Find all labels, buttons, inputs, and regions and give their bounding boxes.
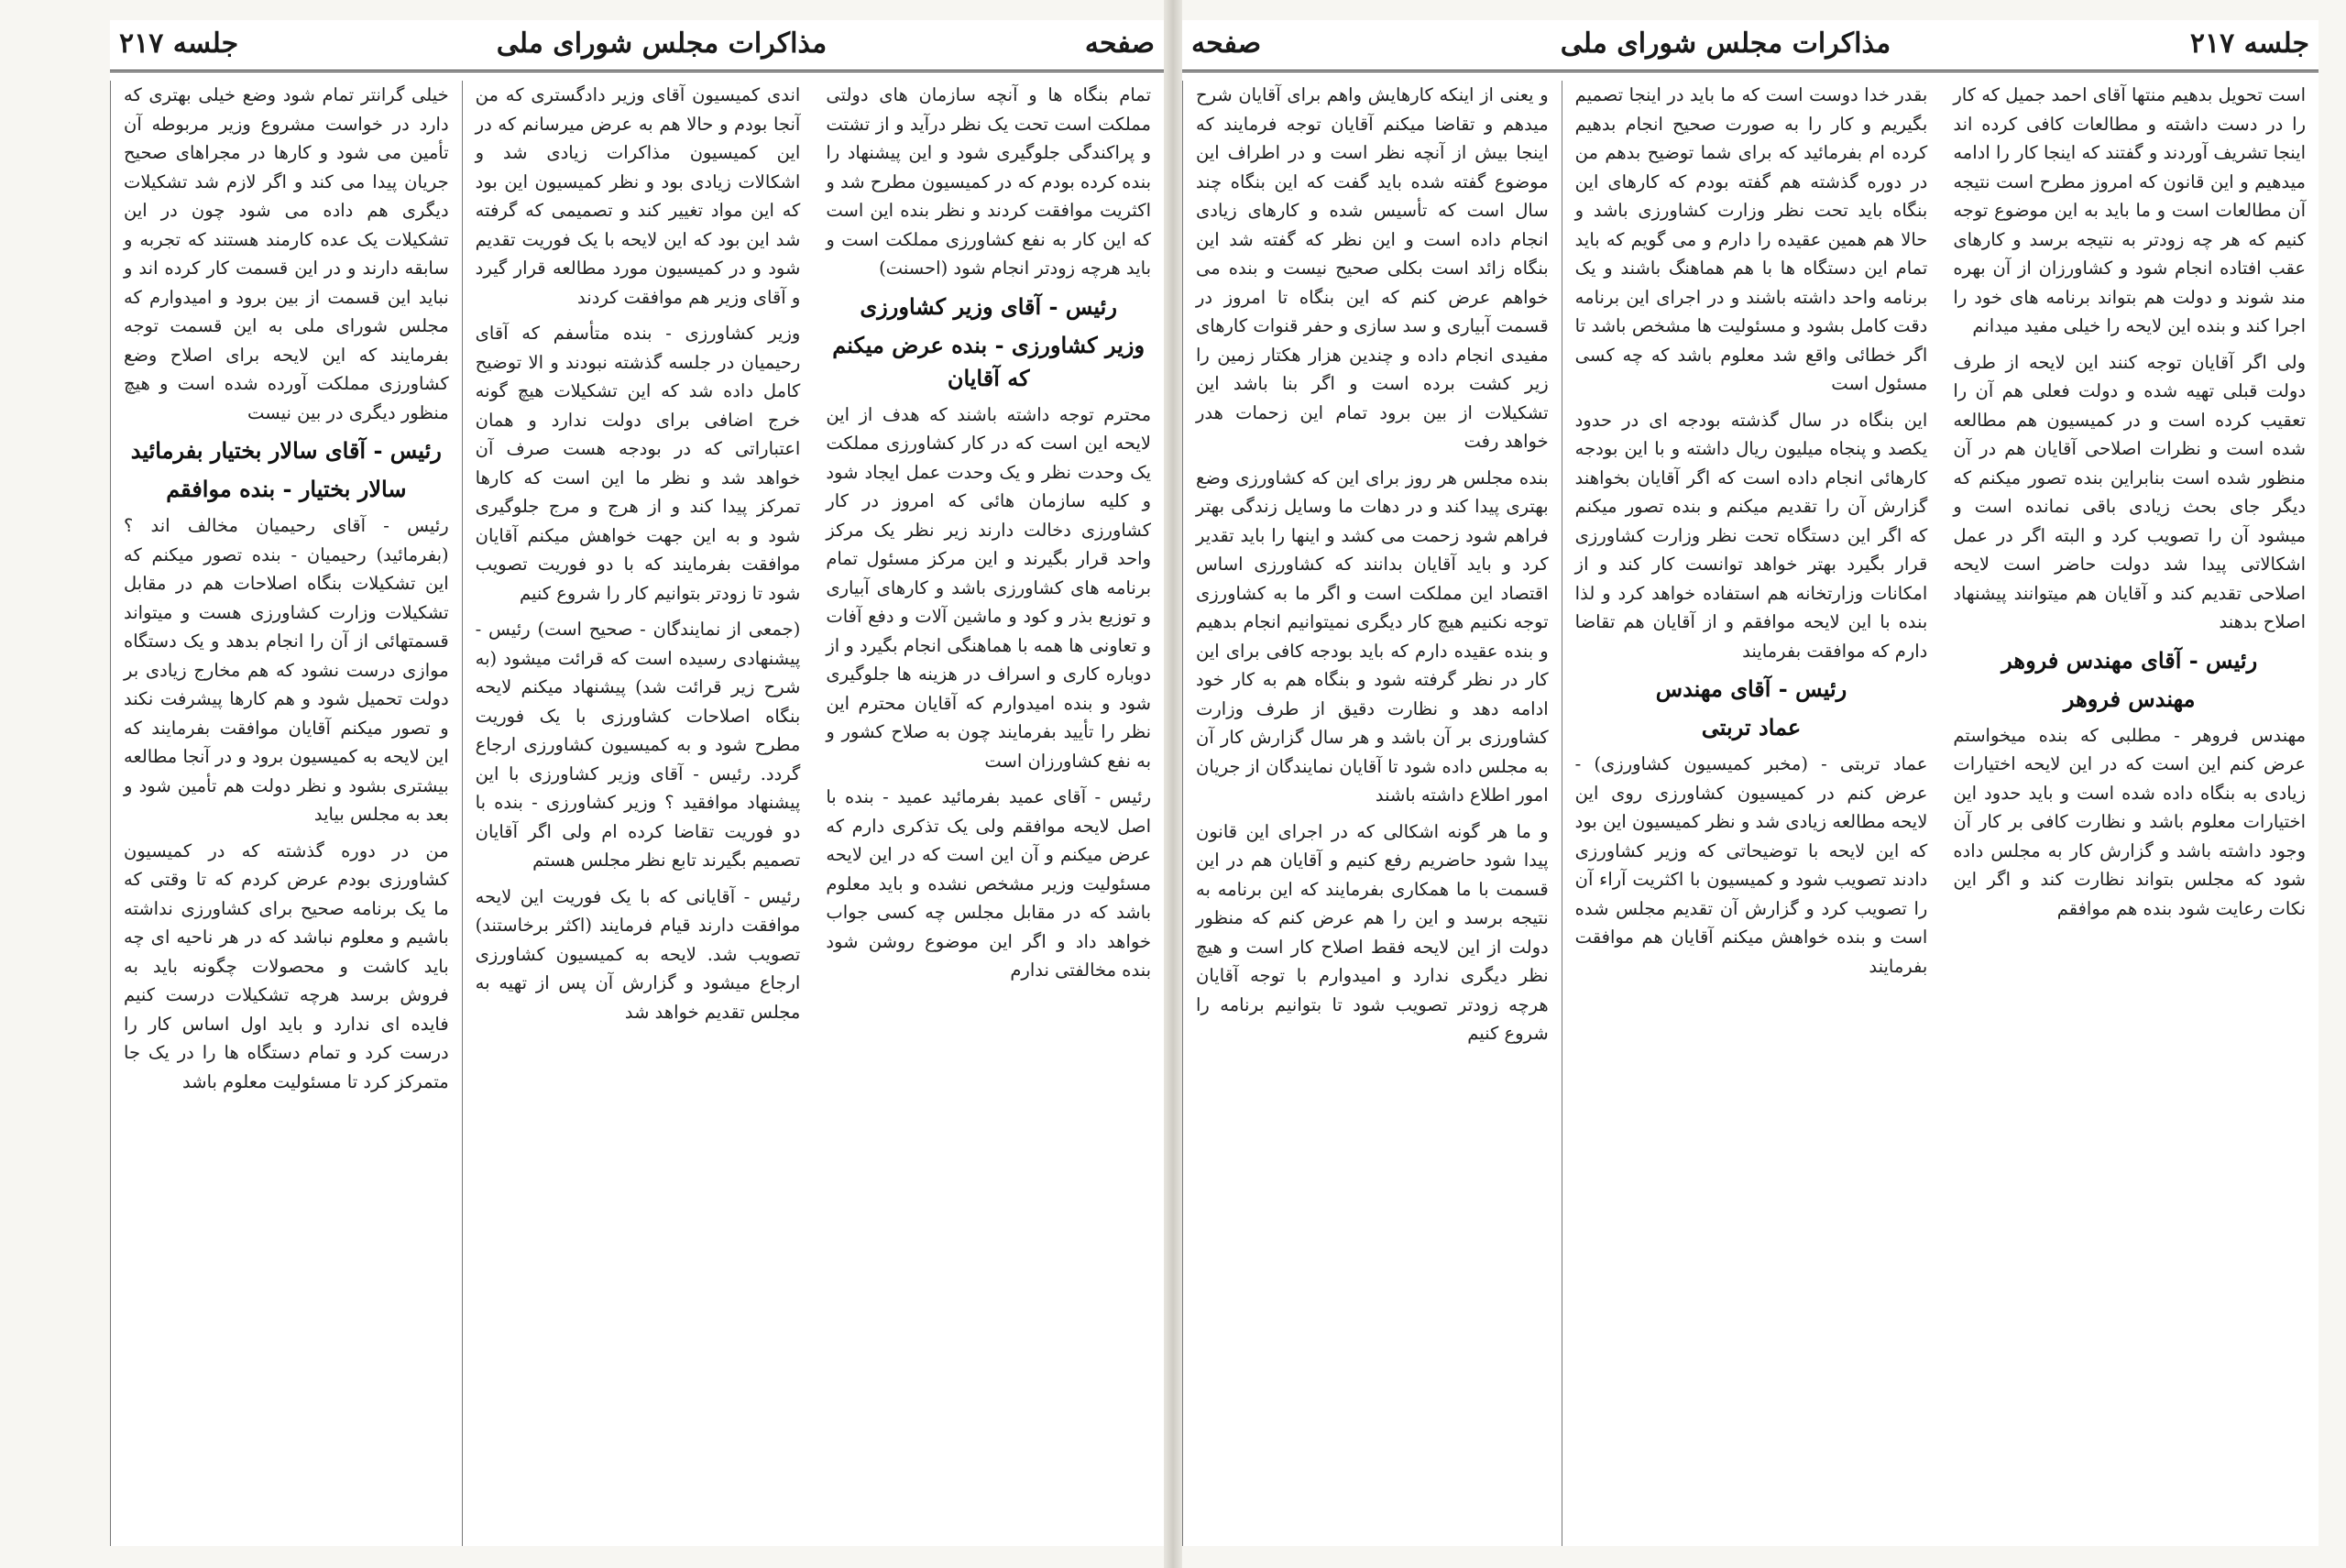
paragraph: و یعنی از اینکه کارهایش واهم برای آقایان شرح میدهم و تقاضا میکنم آقایان توجه فرمایند که اینجا بیش از آنچه نظر است و در اطراف این موضوع گفته شده باید گفت که این بنگاه چند سال است که تأسیس شده و کارهای زیادی انجام داده است و این نظر که گفته شد این بنگاه زائد است بکلی صحیح نیست و بنده می خواهم عرض کنم که این بنگاه تا امروز در قسمت آبیاری و سد سازی و حفر قنوات کارهای مفیدی انجام داده و چندین هزار هکتار زمین را زیر کشت برده است و اگر بنا باشد این تشکیلات از بین برود تمام این زحمات هدر خواهد رفت bbox=[1196, 84, 1549, 452]
left-page-label: صفحه bbox=[1084, 27, 1155, 60]
paragraph: رئیس - آقای رحیمیان مخالف اند ؟ (بفرمائید) رحیمیان - بنده تصور میکنم که این تشکیلات بنگاه اصلاحات هم در مقابل تشکیلات وزارت کشاورزی هست و میتواند قسمتهائی از آن را انجام بدهد و یک دستگاه موازی درست نشود که هم مخارج زیادی بر دولت تحمیل شود و هم کارها پیشرفت نکند و تصور میکنم آقایان موافقت بفرمایند که این لایحه به کمیسیون برود و در آنجا مطالعه بیشتری بشود و نظر دولت هم تأمین شود و بعد به مجلس بیاید bbox=[124, 515, 449, 825]
paragraph: من در دوره گذشته که در کمیسیون کشاورزی بودم عرض کردم که تا وقتی که ما یک برنامه صحیح برای کشاورزی نداشته باشیم و معلوم نباشد که در هر ناحیه ای چه باید کاشت و محصولات چگونه باید به فروش برسد هرچه تشکیلات درست کنیم فایده ای ندارد و باید اول اساس کار را درست کرد و تمام دستگاه ها را در یک جا متمرکز کرد تا مسئولیت معلوم باشد bbox=[124, 839, 449, 1092]
paragraph: مهندس فروهر - مطلبی که بنده میخواستم عرض کنم این است که در این لایحه اختیارات زیادی به بنگاه داده شده است و باید حدود این اختیارات معلوم باشد و نظارت کافی بر کار آن وجود داشته باشد و گزارش کار به مجلس داده شود که مجلس بتواند نظارت کند و اگر این نکات رعایت شود بنده هم موافقم bbox=[1953, 724, 2307, 919]
speaker-heading: رئیس - آقای وزیر کشاورزی bbox=[860, 292, 1117, 320]
right-page-header bbox=[1182, 20, 2319, 66]
paragraph: خیلی گرانتر تمام شود وضع خیلی بهتری که دارد در خواست مشروع وزیر مربوطه آن تأمین می شود و کارها در مجراهای صحیح جریان پیدا می کند و اگر لازم شد تشکیلات دیگری هم داده می شود چون در این تشکیلات یک عده کارمند هستند که تجربه و سابقه دارند و در این قسمت کار کرده اند و نباید این قسمت از بین برود و امیدوارم که مجلس شورای ملی به این قسمت توجه بفرمایند که این لایحه برای اصلاح وضع کشاورزی مملکت آورده شده است و هیچ منظور دیگری در بین نیست bbox=[124, 84, 449, 423]
right-page-label: صفحه bbox=[1191, 27, 1262, 60]
left-header-rule bbox=[110, 70, 1164, 72]
paragraph: (جمعی از نمایندگان - صحیح است) رئیس - پیشنهادی رسیده است که قرائت میشود (به شرح زیر قرائت شد) پیشنهاد میکنم لایحه بنگاه اصلاحات کشاورزی با یک فوریت مطرح شود و به کمیسیون کشاورزی ارجاع گردد. رئیس - آقای وزیر کشاورزی با این پیشنهاد موافقید ؟ وزیر کشاورزی - بنده با دو فوریت تقاضا کرده ام ولی اگر آقایان تصمیم بگیرند تابع نظر مجلس هستم bbox=[475, 619, 801, 871]
left-page-header bbox=[110, 20, 1164, 66]
paragraph: بنده مجلس هر روز برای این که کشاورزی وضع بهتری پیدا کند و در دهات ما وسایل زندگی بهتر فراهم شود زحمت می کشد و اینها را باید تقدیر کرد و باید آقایان بدانند که کشاورزی اساس اقتصاد این مملکت است و اگر ما به کشاورزی توجه نکنیم هیچ کار دیگری نمیتوانیم انجام بدهیم و بنده عقیده دارم که باید بودجه کافی برای این کار در نظر گرفته شود و بنگاه هم به کار خود ادامه دهد و نظارت دقیق از طرف وزارت کشاورزی بر آن باشد و هر سال گزارش کار آن به مجلس داده شود تا آقایان نمایندگان از جریان امور اطلاع داشته باشند bbox=[1196, 466, 1549, 806]
speaker-heading: مهندس فروهر bbox=[2063, 685, 2196, 712]
left-session-label: جلسه ۲۱۷ bbox=[119, 27, 239, 60]
paragraph: بقدر خدا دوست است که ما باید در اینجا تصمیم بگیریم و کار را به صورت صحیح انجام بدهیم کرده ام بفرمائید که برای شما توضیح بدهم من در دوره گذشته هم گفته بودم که کارهای این بنگاه باید تحت نظر وزارت کشاورزی باشد و حالا هم همین عقیده را دارم و می گویم که باید تمام این دستگاه ها با هم هماهنگ باشند و یک برنامه واحد داشته باشند و در اجرای این برنامه دقت کامل بشود و مسئولیت ها مشخص باشد تا اگر خطائی واقع شد معلوم باشد که چه کسی مسئول است bbox=[1574, 84, 1928, 394]
text-column bbox=[462, 81, 814, 1546]
speaker-heading: رئیس - آقای سالار بختیار بفرمائید bbox=[130, 437, 442, 464]
paragraph: وزیر کشاورزی - بنده متأسفم که آقای رحیمیان در جلسه گذشته نبودند و الا توضیح کامل داده شد که این تشکیلات هیچ گونه خرج اضافی برای دولت ندارد و همان اعتباراتی که در بودجه هست صرف آن خواهد شد و نظر ما این است که کارها تمرکز پیدا کند و از هرج و مرج جلوگیری شود و به این جهت خواهش میکنم آقایان موافقت بفرمایند که با دو فوریت تصویب شود تا زودتر بتوانیم کار را شروع کنیم bbox=[475, 323, 801, 604]
text-column bbox=[1940, 81, 2319, 1546]
paragraph: رئیس - آقای عمید بفرمائید عمید - بنده با اصل لایحه موافقم ولی یک تذکری دارم که عرض میکنم و آن این است که در این لایحه مسئولیت وزیر مشخص نشده و باید معلوم باشد که در مقابل مجلس چه کسی جواب خواهد داد و اگر این موضوع روشن شود بنده مخالفتی ندارم bbox=[826, 786, 1152, 981]
left-page bbox=[110, 20, 1164, 1546]
text-column bbox=[1182, 81, 1562, 1546]
paragraph: عماد تربتی - (مخبر کمیسیون کشاورزی) - عرض کنم در کمیسیون کشاورزی روی این لایحه مطالعه زیادی شد و نظر کمیسیون این بود که این لایحه با توضیحاتی که وزیر کشاورزی دادند تصویب شود و کمیسیون با اکثریت آراء آن را تصویب کرد و گزارش آن تقدیم مجلس شده است و بنده خواهش میکنم آقایان هم موافقت بفرمایند bbox=[1574, 753, 1928, 977]
speaker-heading: سالار بختیار - بنده موافقم bbox=[166, 476, 407, 502]
right-page bbox=[1182, 20, 2319, 1546]
center-gutter bbox=[1164, 0, 1182, 1568]
left-columns bbox=[110, 81, 1164, 1546]
paragraph: و ما هر گونه اشکالی که در اجرای این قانون پیدا شود حاضریم رفع کنیم و آقایان هم در این قسمت با ما همکاری بفرمایند که این برنامه به نتیجه برسد و این را هم عرض کنم که منظور دولت از این لایحه فقط اصلاح کار است و هیچ نظر دیگری ندارد و امیدوارم با توجه آقایان هرچه زودتر تصویب شود تا بتوانیم برنامه را شروع کنیم bbox=[1196, 820, 1549, 1044]
text-column bbox=[1562, 81, 1941, 1546]
paragraph: رئیس - آقایانی که با یک فوریت این لایحه موافقت دارند قیام فرمایند (اکثر برخاستند) تصویب شد. لایحه به کمیسیون کشاورزی ارجاع میشود و گزارش آن پس از تهیه به مجلس تقدیم خواهد شد bbox=[475, 885, 801, 1023]
paragraph: این بنگاه در سال گذشته بودجه ای در حدود یکصد و پنجاه میلیون ریال داشته و با این بودجه کارهائی انجام داده است که اگر آقایان بخواهند گزارش آن را تقدیم میکنم و بنده تصور میکنم که اگر این دستگاه تحت نظر وزارت کشاورزی قرار بگیرد بهتر خواهد توانست کار کند و از امکانات وزارتخانه هم استفاده خواهد کرد و لذا بنده با این لایحه موافقم و از آقایان هم تقاضا دارم که موافقت بفرمایند bbox=[1574, 409, 1928, 662]
text-column bbox=[110, 81, 462, 1546]
speaker-heading: رئیس - آقای مهندس bbox=[1655, 675, 1847, 702]
right-columns bbox=[1182, 81, 2319, 1546]
right-running-title: مذاکرات مجلس شورای ملی bbox=[1560, 27, 1891, 60]
text-column bbox=[813, 81, 1164, 1546]
speaker-heading: وزیر کشاورزی - بنده عرض میکنم که آقایان bbox=[832, 331, 1146, 391]
left-running-title: مذاکرات مجلس شورای ملی bbox=[496, 27, 828, 60]
paragraph: ولی اگر آقایان توجه کنند این لایحه از طرف دولت قبلی تهیه شده و دولت فعلی هم آن را تعقیب کرده است و در کمیسیون هم مطالعه شده است و نظرات اصلاحی آقایان هم در آن منظور شده است بنابراین بنده تصور میکنم که دیگر جای بحث زیادی باقی نمانده است و میشود آن را تصویب کرد و البته اگر در عمل اشکالاتی پیدا شد دولت حاضر است لایحه اصلاحی تقدیم کند و آقایان هم میتوانند پیشنهاد اصلاح بدهند bbox=[1953, 351, 2307, 632]
paragraph: تمام بنگاه ها و آنچه سازمان های دولتی مملکت است تحت یک نظر درآید و از تشتت و پراکندگی جلوگیری شود و این پیشنهاد را بنده کرده بودم که در کمیسیون مطرح شد و اکثریت موافقت کردند و نظر بنده این است که این کار به نفع کشاورزی مملکت است و باید هرچه زودتر انجام شود (احسنت) bbox=[826, 84, 1152, 279]
right-session-label: جلسه ۲۱۷ bbox=[2189, 27, 2309, 60]
paragraph: محترم توجه داشته باشند که هدف از این لایحه این است که در کار کشاورزی مملکت یک وحدت نظر و یک وحدت عمل ایجاد شود و کلیه سازمان هائی که امروز در کار کشاورزی دخالت دارند زیر نظر یک مرکز واحد قرار بگیرند و این مرکز مسئول تمام برنامه های کشاورزی باشد و کارهای آبیاری و توزیع بذر و کود و ماشین آلات و دفع آفات و تعاونی ها همه با هماهنگی انجام بگیرد و از دوباره کاری و اسراف در هزینه ها جلوگیری شود و بنده امیدوارم که آقایان محترم این نظر را تأیید بفرمایند چون به صلاح کشور و به نفع کشاورزان است bbox=[826, 403, 1152, 772]
paragraph: اندی کمیسیون آقای وزیر دادگستری که من آنجا بودم و حالا هم به عرض میرسانم که در این کمیسیون مذاکرات زیادی شد و اشکالات زیادی بود و نظر کمیسیون این بود که این مواد تغییر کند و تصمیمی که گرفته شد این بود که این لایحه با یک فوریت تقدیم شود و در کمیسیون مورد مطالعه قرار گیرد و آقای وزیر هم موافقت کردند bbox=[475, 84, 801, 308]
speaker-heading: رئیس - آقای مهندس فروهر bbox=[2001, 646, 2258, 674]
paragraph: است تحویل بدهیم منتها آقای احمد جمیل که کار را در دست داشته و مطالعات کافی کرده اند اینجا تشریف آوردند و گفتند که اینجا کار را ادامه میدهیم و این قانون که امروز مطرح است نتیجه آن مطالعات است و ما باید به این موضوع توجه کنیم که هر چه زودتر به نتیجه برسد و کارهای عقب افتاده انجام شود و کشاورزان از آن بهره مند شوند و دولت هم بتواند برنامه های خود را اجرا کند و بنده این لایحه را خیلی مفید میدانم bbox=[1953, 84, 2307, 336]
right-header-rule bbox=[1182, 70, 2319, 72]
speaker-heading: عماد تربتی bbox=[1701, 714, 1802, 740]
